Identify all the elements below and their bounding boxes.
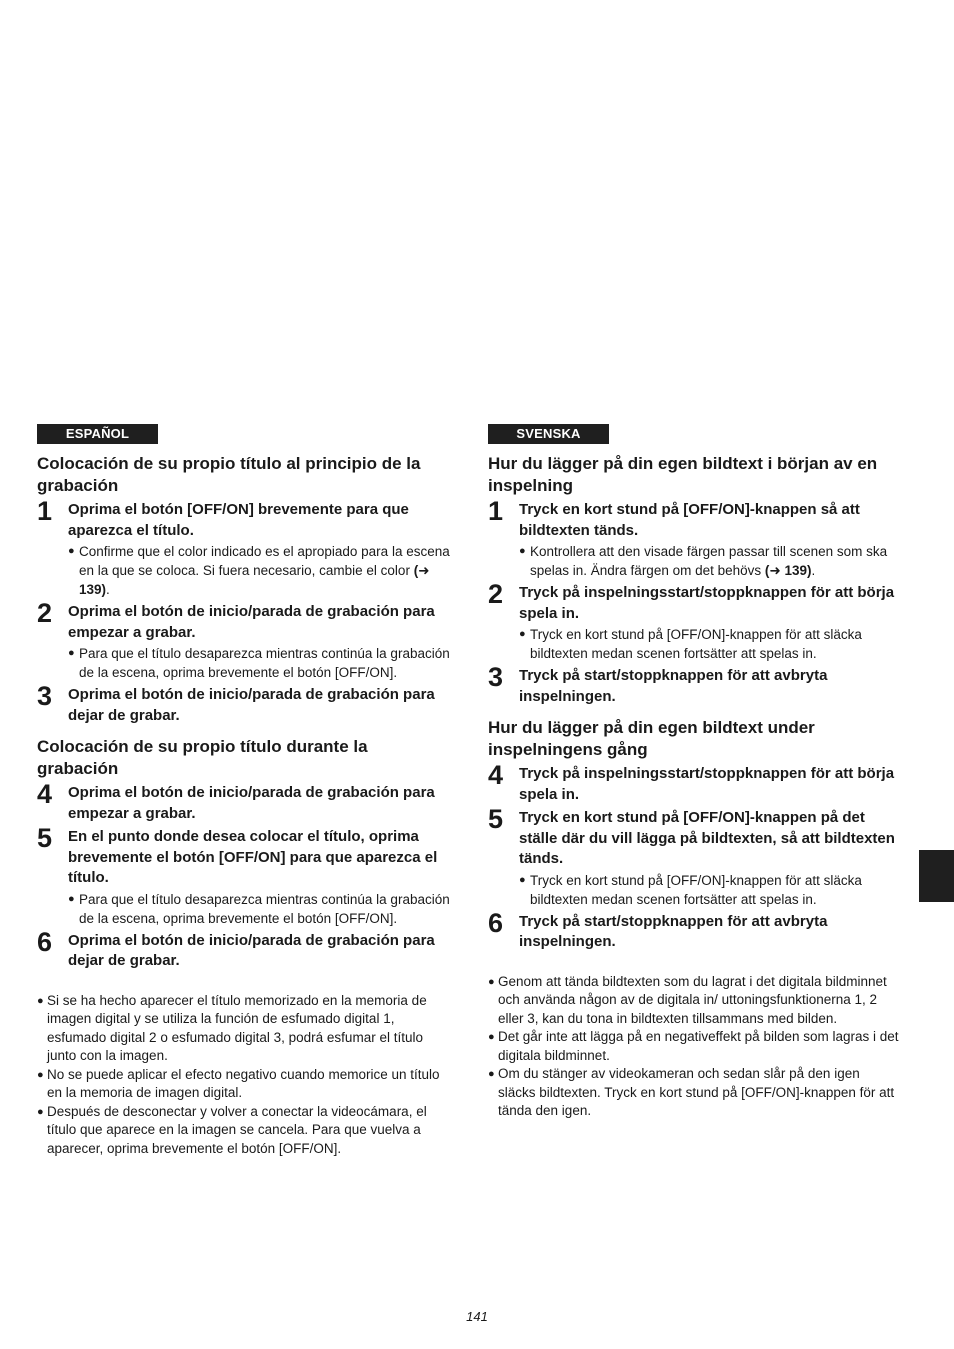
step-4 bbox=[37, 779, 453, 824]
bullet-icon: ● bbox=[68, 892, 75, 905]
step-instruction: Oprima el botón [OFF/ON] brevemente para que aparezca el título. bbox=[68, 501, 409, 539]
bullet-icon: ● bbox=[68, 545, 75, 557]
step-number: 2 bbox=[488, 579, 504, 609]
step-instruction: Oprima el botón de inicio/parada de grabación para dejar de grabar. bbox=[68, 686, 435, 724]
step-instruction: Oprima el botón de inicio/parada de grabación para empezar a grabar. bbox=[68, 784, 435, 822]
step-number: 1 bbox=[488, 496, 504, 526]
language-badge: SVENSKA bbox=[488, 424, 609, 444]
page-reference: (➜ 139) bbox=[79, 563, 430, 597]
step-note bbox=[519, 625, 900, 663]
note-item bbox=[488, 1065, 900, 1121]
note-text: Om du stänger av videokameran och sedan slår på den igen släcks bildtexten. Tryck en kort stund på [OFF/ON]-knappen för att tända den igen. bbox=[498, 1066, 895, 1118]
step-3 bbox=[488, 662, 900, 707]
page-number: 141 bbox=[466, 1309, 488, 1324]
step-number: 3 bbox=[488, 662, 504, 692]
note-text: Genom att tända bildtexten som du lagrat i det digitala bildminnet och använda någon av de digitala in/ uttoningsfunktionerna 1, 2 eller 3, kan du tona in bildtexten tillsammans med bilden. bbox=[498, 973, 887, 1026]
note-text: Para que el título desaparezca mientras continúa la grabación de la escena, oprima brevemente el botón [OFF/ON]. bbox=[79, 646, 450, 680]
bullet-icon: ● bbox=[488, 1068, 495, 1080]
section-title: Colocación de su propio título durante la grabación bbox=[37, 737, 368, 778]
section-title: Hur du lägger på din egen bildtext i början av en inspelning bbox=[488, 454, 878, 495]
note-text: Confirme que el color indicado es el apropiado para la escena en la que se coloca. Si fuera necesario, cambie el color bbox=[79, 544, 450, 578]
notes-list bbox=[488, 973, 900, 1121]
step-instruction: Tryck på start/stoppknappen för att avbryta inspelningen. bbox=[519, 667, 828, 705]
section-tab-marker bbox=[919, 850, 954, 902]
note-text: Det går inte att lägga på en negativeffekt på bilden som lagras i det digitala bildminnet. bbox=[498, 1029, 899, 1063]
spanish-column bbox=[37, 424, 453, 1158]
section-title: Colocación de su propio título al principio de la grabación bbox=[37, 454, 421, 495]
note-item bbox=[488, 1028, 900, 1065]
step-note bbox=[68, 542, 453, 599]
bullet-icon: ● bbox=[519, 628, 526, 640]
note-text: Para que el título desaparezca mientras continúa la grabación de la escena, oprima brevemente el botón [OFF/ON]. bbox=[79, 891, 450, 926]
step-2 bbox=[37, 598, 453, 682]
step-3 bbox=[37, 681, 453, 726]
step-instruction: Tryck en kort stund på [OFF/ON]-knappen så att bildtexten tänds. bbox=[519, 501, 860, 539]
note-text: Tryck en kort stund på [OFF/ON]-knappen för att släcka bildtexten medan scenen fortsätter att spelas in. bbox=[530, 627, 862, 661]
language-badge: ESPAÑOL bbox=[37, 424, 158, 444]
note-text: Tryck en kort stund på [OFF/ON]-knappen för att släcka bildtexten medan scenen fortsätter att spelas in. bbox=[530, 872, 862, 907]
note-item bbox=[37, 1103, 453, 1159]
step-1 bbox=[488, 496, 900, 580]
bullet-icon: ● bbox=[37, 1068, 44, 1081]
note-item bbox=[37, 992, 453, 1066]
step-number: 3 bbox=[37, 681, 53, 711]
step-number: 6 bbox=[488, 907, 504, 938]
bullet-icon: ● bbox=[519, 545, 526, 557]
note-end: . bbox=[811, 563, 816, 578]
step-note bbox=[68, 890, 453, 928]
notes-list bbox=[37, 992, 453, 1159]
step-instruction: Tryck på start/stoppknappen för att avbryta inspelningen. bbox=[519, 912, 828, 950]
step-note bbox=[519, 542, 900, 580]
note-end: . bbox=[106, 582, 110, 597]
note-text: Kontrollera att den visade färgen passar till scenen som ska spelas in. Ändra färgen om det behövs bbox=[530, 544, 888, 578]
step-number: 5 bbox=[37, 823, 53, 853]
step-number: 2 bbox=[37, 598, 53, 628]
step-note bbox=[519, 871, 900, 909]
step-number: 6 bbox=[37, 926, 53, 957]
bullet-icon: ● bbox=[68, 647, 75, 659]
note-item bbox=[37, 1066, 453, 1103]
step-instruction: Oprima el botón de inicio/parada de grabación para dejar de grabar. bbox=[68, 931, 435, 969]
bullet-icon: ● bbox=[37, 1105, 44, 1118]
step-note bbox=[68, 644, 453, 682]
bullet-icon: ● bbox=[519, 873, 526, 886]
step-4 bbox=[488, 760, 900, 805]
bullet-icon: ● bbox=[488, 1031, 495, 1043]
step-number: 1 bbox=[37, 496, 53, 526]
step-number: 4 bbox=[488, 760, 504, 790]
swedish-column bbox=[488, 424, 900, 1121]
bullet-icon: ● bbox=[488, 975, 495, 988]
section-title: Hur du lägger på din egen bildtext under inspelningens gång bbox=[488, 718, 815, 759]
step-2 bbox=[488, 579, 900, 663]
step-5 bbox=[488, 804, 900, 909]
note-text: No se puede aplicar el efecto negativo cuando memorice un título en la memoria de imagen digital. bbox=[47, 1066, 440, 1100]
step-number: 5 bbox=[488, 804, 504, 834]
step-instruction: En el punto donde desea colocar el título, oprima brevemente el botón [OFF/ON] para que aparezca el título. bbox=[68, 828, 438, 886]
bullet-icon: ● bbox=[37, 994, 44, 1007]
step-1 bbox=[37, 496, 453, 599]
step-number: 4 bbox=[37, 779, 53, 809]
note-text: Si se ha hecho aparecer el título memorizado en la memoria de imagen digital y se utiliza la función de esfumado digital 1, esfumado digital 2 o esfumado digital 3, podrá esfumar el título junto con la imagen. bbox=[47, 992, 427, 1063]
step-instruction: Tryck på inspelningsstart/stoppknappen för att börja spela in. bbox=[519, 584, 895, 622]
note-text: Después de desconectar y volver a conectar la videocámara, el título que aparece en la imagen se cancela. Para que vuelva a aparecer, oprima brevemente el botón [OFF/ON]. bbox=[47, 1103, 427, 1156]
page-reference: (➜ 139) bbox=[764, 563, 812, 578]
step-6 bbox=[37, 926, 453, 972]
note-item bbox=[488, 973, 900, 1029]
step-instruction: Tryck på inspelningsstart/stoppknappen för att börja spela in. bbox=[519, 765, 895, 803]
step-6 bbox=[488, 907, 900, 953]
step-instruction: Oprima el botón de inicio/parada de grabación para empezar a grabar. bbox=[68, 603, 435, 641]
step-5 bbox=[37, 823, 453, 928]
step-instruction: Tryck en kort stund på [OFF/ON]-knappen på det ställe där du vill lägga på bildtexten, så att bildtexten tänds. bbox=[519, 809, 895, 867]
